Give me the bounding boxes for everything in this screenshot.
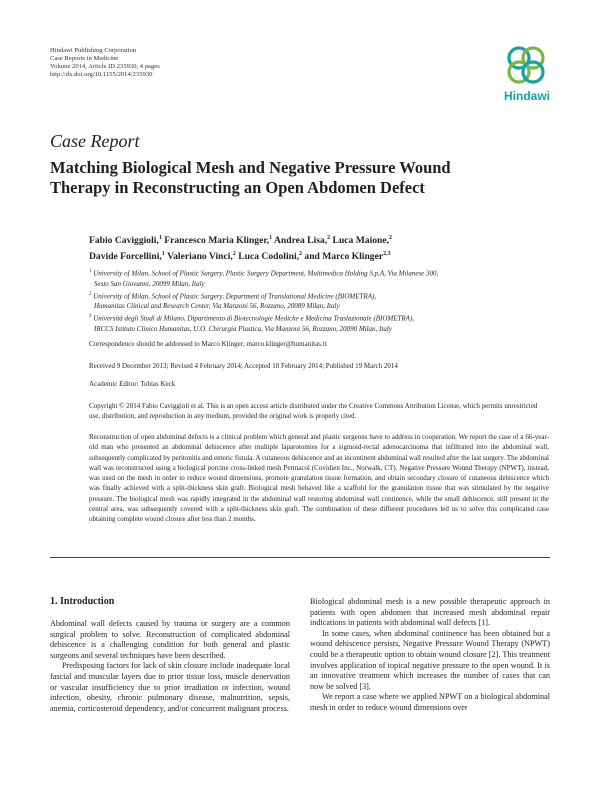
author-affiliation-mark: 1 (269, 235, 273, 241)
body-paragraph: In some cases, when abdominal continence has been obtained but a wound dehiscence persists, Negative Pressure Wound Therapy (NPWT) could be a therapeutic option to obtain wound closure [2]. This treatment involves application of topical negative pressure to the open wound. It is an innovative treatment which increases the number of cases that can now be solved [3]. (310, 628, 550, 691)
affiliation-number: 2 (89, 291, 92, 297)
affiliation-list (89, 267, 539, 335)
affiliation-text: Sesto San Giovanni, 20099 Milan, Italy (94, 279, 205, 288)
title-line-2: Therapy in Reconstructing an Open Abdomen Defect (50, 178, 425, 197)
author-list (89, 232, 539, 263)
author-affiliation-mark: 2 (389, 235, 393, 241)
abstract-text: Reconstruction of open abdominal defects is a clinical problem which general and plastic surgeons have to address in cooperation. We report the case of a 66-year-old man who presented an abdominal dehiscence after multiple laparotomies for a sigmoid-rectal adenocarcinoma that infiltrated into the abdominal wall, subsequently complicated by peritonitis and enteric fistula. A cutaneous dehiscence and an incontinent abdominal wall resulted after the last surgery. The abdominal wall was reconstructed using a biological porcine cross-linked mesh Permacol (Covidien Inc., Norwalk, CT). Negative Pressure Wound Therapy (NPWT), instead, was used on the mesh in order to reduce wound dimensions, promote granulation tissue formation, and obtain secondary closure of cutaneous dehiscence which was finally achieved with a split-thickness skin graft. Biological mesh behaved like a scaffold for the granulation tissue that was stimulated by the negative pressure. The biological mesh was rapidly integrated in the abdominal wall restoring abdominal wall continence, while the small dehiscence, still present in the central area, was subsequently covered with a split-thickness skin graft. The combination of these different procedures led us to solve this complicated case obtaining complete wound closure after less than 2 months. (89, 433, 549, 524)
author-name: Francesco Maria Klinger, (164, 235, 270, 247)
article-title (50, 158, 530, 198)
author-affiliation-mark: 2,3 (383, 250, 391, 257)
author-name: Fabio Caviggioli, (89, 235, 159, 247)
author-name: Luca Codolini, (238, 250, 300, 262)
affiliation-text: Università degli Studi di Milano, Dipartimento di Biotecnologie Mediche e Medicina Traslazionale (BIOMETRA), (93, 314, 415, 323)
author-affiliation-mark: 2 (299, 250, 303, 257)
hindawi-logo (494, 44, 558, 106)
body-paragraph: Abdominal wall defects caused by trauma or surgery are a common surgical problem to solve. Reconstruction of complicated abdominal dehiscence is a challenging condition for both general and plastic surgeons and several techniques have been described. (50, 619, 290, 660)
journal-name: Case Reports in Medicine (50, 55, 119, 62)
journal-header (50, 47, 160, 79)
author-affiliation-mark: 2 (232, 250, 236, 257)
author-affiliation-mark: 1 (158, 235, 162, 241)
body-paragraph: Biological abdominal mesh is a new possible therapeutic approach in patients with open abdomen that increased mesh abdominal repair indications in patients with abdominal wall defects [1]. (310, 597, 550, 628)
hindawi-logo-text: Hindawi (503, 89, 550, 103)
hindawi-logo-icon (502, 44, 550, 88)
volume-info: Volume 2014, Article ID 235930, 4 pages (50, 63, 160, 70)
section-divider (50, 557, 550, 558)
author-affiliation-mark: 2 (327, 235, 331, 241)
correspondence-note: Correspondence should be addressed to Marco Klinger; marco.klinger@humanitas.it (89, 340, 327, 348)
affiliation-number: 1 (89, 269, 92, 274)
title-line-1: Matching Biological Mesh and Negative Pressure Wound (50, 158, 451, 177)
affiliation-text: IRCCS Istituto Clinico Humanitas, U.O. Chirurgia Plastica, Via Manzoni 56, Rozzano, 20090 Milan, Italy (94, 324, 392, 333)
author-name: Valeriano Vinci, (167, 250, 233, 262)
author-name: Luca Maione, (332, 235, 390, 247)
author-name: Davide Forcellini, (89, 250, 162, 262)
author-name: Andrea Lisa, (274, 235, 328, 247)
body-paragraph: We report a case where we applied NPWT on a biological abdominal mesh in order to reduce wound dimensions over (310, 692, 550, 712)
body-paragraph: Predisposing factors for lack of skin closure include inadequate local fascial and muscular layers due to prior tissue loss, muscle denervation or vascular insufficiency due to prior irradiation or infection, wound infection, obesity, chronic pulmonary disease, malnutrition, sepsis, anemia, corticosteroid dependency, and/or concurrent malignant process. (50, 661, 290, 713)
academic-editor: Academic Editor: Tobias Keck (89, 380, 176, 388)
publisher-name: Hindawi Publishing Corporation (50, 47, 137, 54)
affiliation-number: 3 (89, 314, 92, 320)
doi-link[interactable]: http://dx.doi.org/10.1155/2014/235930 (50, 71, 153, 78)
body-column-right (310, 597, 550, 714)
body-column-left (50, 619, 290, 714)
author-name: and Marco Klinger (304, 250, 384, 262)
copyright-notice: Copyright © 2014 Fabio Caviggioli et al. This is an open access article distributed under the Creative Commons Attribution License, which permits unrestricted use, distribution, and reproduction in any medium, provided the original work is properly cited. (89, 402, 538, 420)
affiliation-text: University of Milan, School of Plastic Surgery, Department of Translational Medicine (BIOMETRA), (93, 291, 377, 300)
section-heading: 1. Introduction (50, 596, 115, 607)
affiliation-text: University of Milan, School of Plastic Surgery, Plastic Surgery Department, Multimedica Holding S.p.A, Via Milanese 300, (93, 269, 439, 278)
affiliation-text: Humanitas Clinical and Research Center, Via Manzoni 56, Rozzano, 20089 Milan, Italy (94, 302, 340, 311)
author-affiliation-mark: 1 (161, 250, 165, 257)
article-category: Case Report (50, 131, 140, 151)
publication-dates: Received 9 December 2013; Revised 4 February 2014; Accepted 18 February 2014; Published 19 March 2014 (89, 362, 398, 370)
